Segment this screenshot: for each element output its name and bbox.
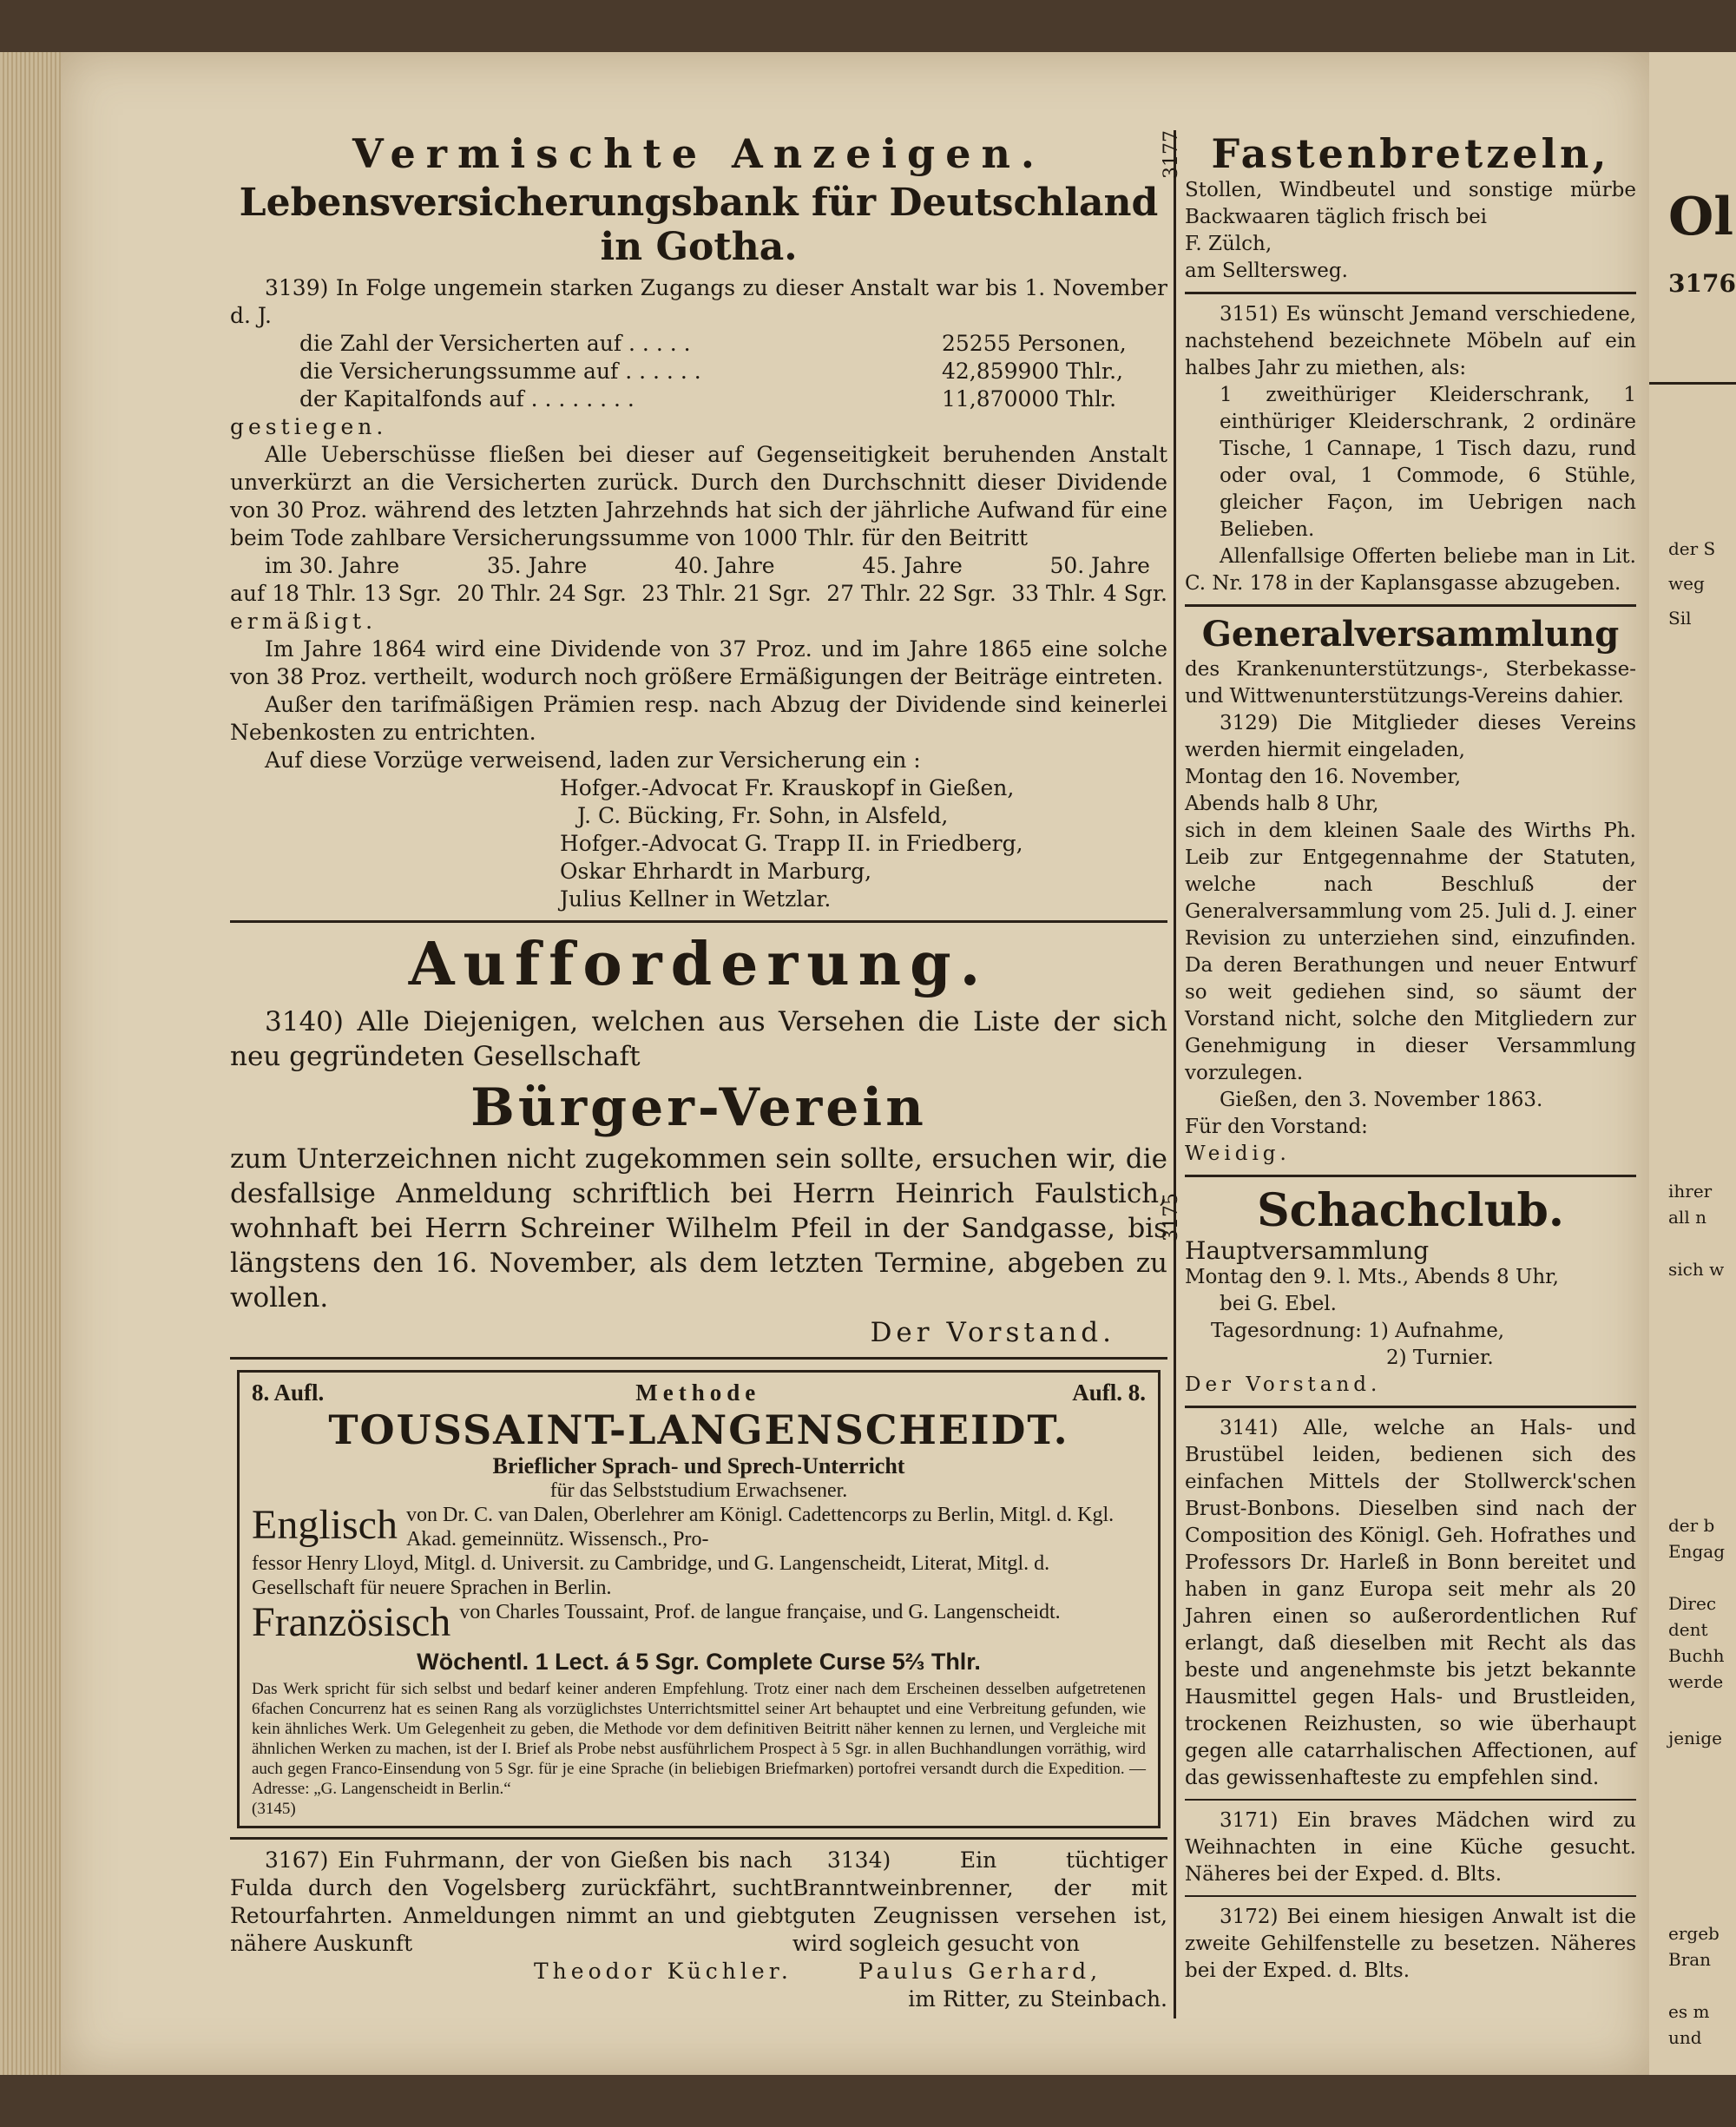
year-cell: 50. Jahre bbox=[1049, 553, 1150, 578]
ad-signature: Paulus Gerhard, bbox=[858, 1959, 1102, 1984]
stat-label: der Kapitalfonds auf . . . . . . . . bbox=[299, 386, 635, 412]
ad-text: gestiegen. bbox=[230, 414, 388, 439]
ad-3141 bbox=[1185, 1415, 1636, 1792]
ad-text: 3139) In Folge ungemein starken Zugangs zu dieser Anstalt war bis 1. November d. J. bbox=[230, 275, 1167, 328]
stat-label: die Zahl der Versicherten auf . . . . . bbox=[299, 331, 691, 356]
ad-text: 3172) Bei einem hiesigen Anwalt ist die zweite Gehilfenstelle zu besetzen. Näheres bei der Exped. d. Blts. bbox=[1185, 1906, 1636, 1982]
next-page-fragment: sich w bbox=[1668, 1259, 1725, 1280]
ad-number: 3177 bbox=[1161, 130, 1182, 179]
ad-signature: Theodor Küchler. bbox=[534, 1959, 792, 1984]
language-block bbox=[252, 1600, 1146, 1645]
language-label: Englisch bbox=[252, 1502, 398, 1548]
ad-title: Generalversammlung bbox=[1201, 614, 1620, 655]
years-row bbox=[230, 552, 1167, 580]
next-page-fragment: werde bbox=[1668, 1671, 1724, 1692]
edition-label: 8. Aufl. bbox=[252, 1380, 325, 1406]
stat-value: 42,859900 Thlr., bbox=[942, 359, 1124, 384]
ad-text: Auf diese Vorzüge verweisend, laden zur Versicherung ein : bbox=[265, 747, 921, 773]
ad-text: Allenfallsige Offerten beliebe man in Lit. C. Nr. 178 in der Kaplansgasse abzugeben. bbox=[1185, 545, 1636, 595]
stats-table bbox=[230, 330, 1167, 413]
ad-3129 bbox=[1185, 614, 1636, 1168]
next-page-fragment: und bbox=[1668, 2027, 1702, 2048]
ad-date: Montag den 16. November, bbox=[1185, 766, 1462, 788]
divider bbox=[1185, 292, 1636, 294]
ad-text: Außer den tarifmäßigen Prämien resp. nach Abzug der Dividende sind keinerlei Nebenkosten zu entrichten. bbox=[230, 692, 1167, 745]
ad-signature: Weidig. bbox=[1185, 1143, 1291, 1165]
divider bbox=[1185, 1895, 1636, 1897]
ad-text: 3151) Es wünscht Jemand verschiedene, nachstehend bezeichnete Möbeln auf ein halbes Jahr zu miethen, als: bbox=[1185, 303, 1636, 379]
amount-cell: auf 18 Thlr. 13 Sgr. bbox=[230, 581, 442, 606]
section-heading: Vermischte Anzeigen. bbox=[352, 130, 1045, 177]
ad-3139 bbox=[230, 181, 1167, 913]
ad-signature: Der Vorstand. bbox=[870, 1317, 1115, 1348]
ad-title: Schachclub. bbox=[1257, 1184, 1564, 1237]
agent: Julius Kellner in Wetzlar. bbox=[560, 886, 832, 912]
ad-place: Gießen, den 3. November 1863. bbox=[1220, 1089, 1543, 1111]
ad-subtitle: des Krankenunterstützungs-, Sterbekasse- und Wittwenunterstützungs-Vereins dahier. bbox=[1185, 658, 1636, 708]
stat-value: 11,870000 Thlr. bbox=[942, 386, 1117, 412]
amount-cell: 20 Thlr. 24 Sgr. bbox=[457, 581, 627, 606]
next-page-fragment: es m bbox=[1668, 2001, 1710, 2022]
ad-date: Abends halb 8 Uhr, bbox=[1185, 793, 1379, 815]
ad-text: Tagesordnung: 1) Aufnahme, bbox=[1211, 1320, 1505, 1342]
ad-3172 bbox=[1185, 1904, 1636, 1985]
right-column bbox=[1161, 130, 1636, 1985]
divider bbox=[230, 1357, 1167, 1360]
divider bbox=[230, 920, 1167, 923]
ad-number: (3145) bbox=[252, 1800, 296, 1818]
stats-row bbox=[230, 330, 1167, 358]
divider bbox=[1649, 382, 1736, 385]
ad-3145 bbox=[237, 1370, 1161, 1828]
next-page-fragment: Ol bbox=[1668, 187, 1734, 247]
ad-title: Fastenbretzeln, bbox=[1211, 130, 1610, 177]
column-divider bbox=[1174, 130, 1176, 2018]
ad-title: Lebensversicherungsbank für Deutschland in Gotha. bbox=[239, 181, 1159, 269]
stats-row bbox=[230, 358, 1167, 385]
ad-text: zum Unterzeichnen nicht zugekommen sein sollte, ersuchen wir, die desfallsige Anmeldung schriftlich bei Herrn Heinrich Faulstich, wohnhaft bei Herrn Schreiner Wilhelm Pfeil in der Sandgasse, bis längstens den 16. November, als dem letzten Termine, abgeben zu wollen. bbox=[230, 1143, 1167, 1314]
next-page-fragment: 3176 bbox=[1668, 269, 1736, 298]
ad-text: 3140) Alle Diejenigen, welchen aus Versehen die Liste der sich neu gegründeten Gesellschaft bbox=[230, 1006, 1167, 1072]
small-ads-row bbox=[230, 1847, 1167, 2013]
ad-text: Alle Ueberschüsse fließen bei dieser auf Gegenseitigkeit beruhenden Anstalt unverkürzt an die Versicherten zurück. Durch den Durchschnitt dieser Dividende von 30 Proz. während des letzten Jahrzehnds hat sich der jährliche Aufwand für eine beim Tode zahlbare Versicherungssumme von 1000 Thlr. für den Beitritt bbox=[230, 442, 1167, 550]
stat-label: die Versicherungssumme auf . . . . . . bbox=[299, 359, 701, 384]
agent-list bbox=[230, 774, 1167, 913]
ad-3175 bbox=[1161, 1184, 1636, 1399]
ad-text: 3167) Ein Fuhrmann, der von Gießen bis nach Fulda durch den Vogelsberg zurückfährt, sucht Retourfahrten. Anmeldungen nimmt an und giebt nähere Auskunft bbox=[230, 1847, 792, 1956]
next-page-fragment: ergeb bbox=[1668, 1923, 1720, 1944]
year-cell: 35. Jahre bbox=[486, 553, 588, 578]
language-block bbox=[252, 1503, 1146, 1551]
ad-signature: F. Zülch, bbox=[1185, 233, 1272, 255]
ad-text: 3171) Ein braves Mädchen wird zu Weihnachten in eine Küche gesucht. Näheres bei der Exped. d. Blts. bbox=[1185, 1809, 1636, 1886]
divider bbox=[1185, 1799, 1636, 1801]
ad-text: Stollen, Windbeutel und sonstige mürbe Backwaaren täglich frisch bei bbox=[1185, 179, 1636, 228]
box-header bbox=[252, 1380, 1146, 1406]
ad-text: Montag den 9. l. Mts., Abends 8 Uhr, bbox=[1185, 1266, 1559, 1288]
amount-cell: 23 Thlr. 21 Sgr. bbox=[641, 581, 812, 606]
year-cell: im 30. Jahre bbox=[265, 553, 400, 578]
next-page-fragment: Sil bbox=[1668, 608, 1692, 629]
ad-text: ermäßigt. bbox=[230, 609, 378, 634]
language-text: von Dr. C. van Dalen, Oberlehrer am Königl. Cadettencorps zu Berlin, Mitgl. d. Kgl. Akad. gemeinnütz. Wissensch., Pro- bbox=[405, 1504, 1115, 1551]
ad-text: 3141) Alle, welche an Hals- und Brustübel leiden, bedienen sich des einfachen Mittels der Stollwerck'schen Brust-Bonbons. Dieselben sind nach der Composition des Königl. Geh. Hofrathes und Professors Dr. Harleß in Bonn bereitet und haben in ganz Europa seit mehr als 20 Jahren einen so außerordentlichen Ruf erlangt, daß dieselben mit Recht als das beste und angenehmste bis jetzt bekannte Hausmittel gegen Hals- und Brustleiden, trockenen Reizhusten, so wie überhaupt gegen alle catarrhalischen Affectionen, auf das gewissenhafteste zu empfehlen sind. bbox=[1185, 1417, 1636, 1789]
ad-text: 1 zweithüriger Kleiderschrank, 1 einthüriger Kleiderschrank, 2 ordinäre Tische, 1 Cannape, 1 Tisch dazu, rund oder oval, 1 Commode, 6 Stühle, gleicher Façon, im Uebrigen nach Belieben. bbox=[1220, 384, 1636, 541]
next-page-strip bbox=[1649, 52, 1736, 2075]
ad-text: Im Jahre 1864 wird eine Dividende von 37 Proz. und im Jahre 1865 eine solche von 38 Proz. vertheilt, wodurch noch größere Ermäßigungen der Beiträge eintreten. bbox=[230, 636, 1167, 689]
ad-text: 2) Turnier. bbox=[1386, 1347, 1494, 1369]
ad-3140 bbox=[230, 930, 1167, 1350]
left-column bbox=[230, 130, 1167, 2013]
next-page-fragment: der b bbox=[1668, 1515, 1715, 1536]
book-page-edges bbox=[0, 52, 61, 2075]
agent: Hofger.-Advocat G. Trapp II. in Friedberg, bbox=[560, 831, 1023, 856]
language-label: Französisch bbox=[252, 1599, 451, 1645]
next-page-fragment: jenige bbox=[1668, 1728, 1722, 1748]
next-page-fragment: dent bbox=[1668, 1619, 1708, 1640]
agent: Oskar Ehrhardt in Marburg, bbox=[560, 859, 872, 884]
ad-text: 3129) Die Mitglieder dieses Vereins werden hiermit eingeladen, bbox=[1185, 712, 1636, 761]
ad-title: Bürger-Verein bbox=[470, 1077, 927, 1138]
ad-text: bei G. Ebel. bbox=[1220, 1293, 1337, 1315]
next-page-fragment: Bran bbox=[1668, 1949, 1712, 1970]
price-line: Wöchentl. 1 Lect. á 5 Sgr. Complete Curse 5⅔ Thlr. bbox=[417, 1649, 981, 1675]
next-page-fragment: all n bbox=[1668, 1207, 1706, 1228]
ad-3151 bbox=[1185, 301, 1636, 597]
divider bbox=[1185, 1406, 1636, 1408]
ad-text: sich in dem kleinen Saale des Wirths Ph. Leib zur Entgegennahme der Statuten, welche nach Beschluß der Generalversammlung vom 25. Juli d. J. einer Revision zu unterziehen sind, einzufinden. Da deren Berathungen und neuer Entwurf so weit gediehen sind, so säumt der Vorstand nicht, solche den Mitgliedern zur Genehmigung in dieser Versammlung vorzulegen. bbox=[1185, 820, 1636, 1084]
year-cell: 40. Jahre bbox=[674, 553, 775, 578]
amount-cell: 33 Thlr. 4 Sgr. bbox=[1011, 581, 1167, 606]
ad-3177 bbox=[1161, 130, 1636, 285]
agent: J. C. Bücking, Fr. Sohn, in Alsfeld, bbox=[577, 803, 949, 828]
ad-3167 bbox=[230, 1847, 792, 2013]
ad-text: Das Werk spricht für sich selbst und bedarf keiner anderen Empfehlung. Trotz einer nach dem Erscheinen desselben aufgetretenen 6fachen Concurrenz hat es seinen Rang als vorzüglichstes Unterrichtsmittel seiner Art behauptet und eine Verbreitung gefunden, wie kein ähnliches Werk. Um Gelegenheit zu geben, die Methode vor dem definitiven Beitritt näher kennen zu lernen, und Vergleiche mit ähnlichen Werken zu machen, ist der I. Brief als Probe nebst ausführlichem Prospect à 5 Sgr. in allen Buchhandlungen vorräthig, wird auch gegen Franco-Einsendung von 5 Sgr. für je eine Sprache (in beliebigen Briefmarken) portofrei versandt durch die Expedition. — Adresse: „G. Langenscheidt in Berlin.“ bbox=[252, 1680, 1146, 1798]
next-page-fragment: ihrer bbox=[1668, 1181, 1713, 1202]
method-label: Methode bbox=[635, 1380, 761, 1406]
ad-3171 bbox=[1185, 1808, 1636, 1888]
ad-title: Aufforderung. bbox=[408, 930, 990, 999]
ad-signature: am Selltersweg. bbox=[1185, 260, 1348, 282]
ad-signature: im Ritter, zu Steinbach. bbox=[908, 1986, 1167, 2012]
language-text: fessor Henry Lloyd, Mitgl. d. Universit. zu Cambridge, und G. Langenscheidt, Literat, Mitgl. d. Gesellschaft für neuere Sprachen in Berlin. bbox=[252, 1552, 1050, 1599]
ad-subtitle: für das Selbststudium Erwachsener. bbox=[549, 1479, 848, 1502]
edition-label: Aufl. 8. bbox=[1072, 1380, 1146, 1406]
next-page-fragment: Direc bbox=[1668, 1593, 1717, 1614]
ad-3134 bbox=[792, 1847, 1167, 2013]
year-cell: 45. Jahre bbox=[862, 553, 963, 578]
next-page-fragment: Engag bbox=[1668, 1541, 1726, 1562]
divider bbox=[1185, 604, 1636, 607]
ad-subtitle: Hauptversammlung bbox=[1185, 1236, 1430, 1265]
ad-signature: Der Vorstand. bbox=[1185, 1373, 1382, 1396]
divider bbox=[230, 1837, 1167, 1840]
stats-row bbox=[230, 385, 1167, 413]
ad-title: TOUSSAINT-LANGENSCHEIDT. bbox=[328, 1406, 1069, 1453]
ad-number: 3175 bbox=[1161, 1193, 1182, 1241]
ad-signature: Für den Vorstand: bbox=[1185, 1116, 1368, 1138]
ad-subtitle: Brieflicher Sprach- und Sprech-Unterricht bbox=[492, 1453, 905, 1478]
language-text: von Charles Toussaint, Prof. de langue française, und G. Langenscheidt. bbox=[459, 1601, 1061, 1623]
stat-value: 25255 Personen, bbox=[942, 331, 1127, 356]
ad-text: 3134) Ein tüchtiger Branntweinbrenner, der mit guten Zeugnissen versehen ist, wird sogleich gesucht von bbox=[792, 1847, 1167, 1956]
agent: Hofger.-Advocat Fr. Krauskopf in Gießen, bbox=[560, 775, 1015, 800]
next-page-fragment: weg bbox=[1668, 573, 1705, 594]
next-page-fragment: Buchh bbox=[1668, 1645, 1725, 1666]
amounts-row bbox=[230, 580, 1167, 608]
amount-cell: 27 Thlr. 22 Sgr. bbox=[826, 581, 996, 606]
next-page-fragment: der S bbox=[1668, 538, 1716, 559]
divider bbox=[1185, 1175, 1636, 1177]
